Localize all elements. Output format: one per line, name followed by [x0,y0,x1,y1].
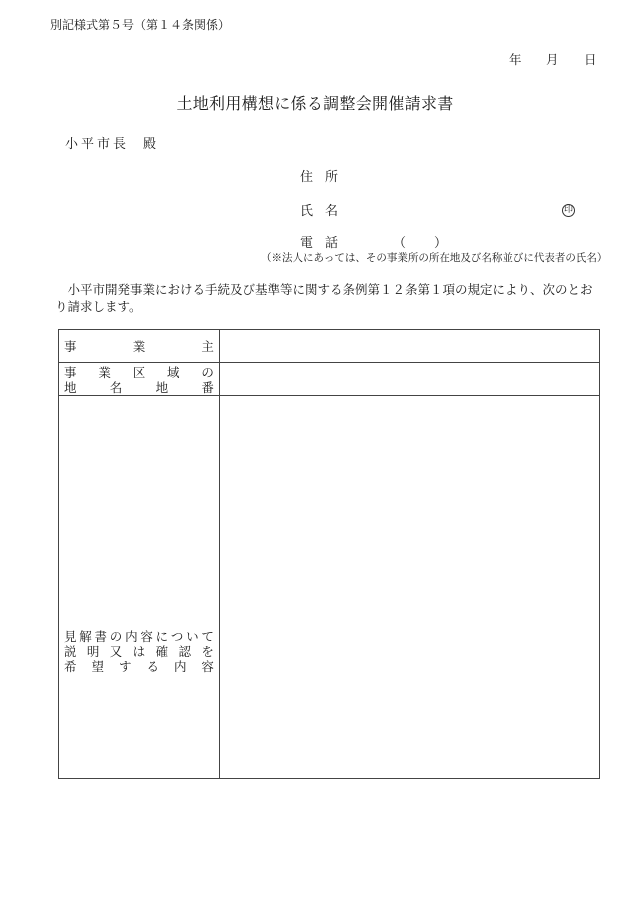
table-row-applicant [59,330,600,363]
addressee-honorific: 殿 [143,137,160,152]
label-char: 希 [64,659,77,674]
address-label: 住所 [300,170,351,185]
label-char: 主 [201,339,214,354]
corporation-note: （※法人にあっては、その事業所の所在地及び名称並びに代表者の氏名） [261,252,608,264]
label-char: 見 [64,629,77,644]
phone-paren-close: ） [434,236,448,251]
label-char: の [201,365,214,380]
label-char: る [146,659,159,674]
row-label-cell [59,330,220,363]
label-area-line2 [59,380,219,395]
request-statement-text: 小平市開発事業における手続及び基準等に関する条例第１２条第１項の規定により、次のとおり請求します。 [55,282,593,314]
name-label: 氏名 [300,204,351,219]
label-char: 認 [178,644,191,659]
label-char: い [186,629,199,644]
label-char: 地 [64,380,77,395]
label-char: 地 [155,380,169,395]
label-char: つ [170,629,184,644]
label-char: て [201,629,214,644]
label-char: 解 [79,629,92,644]
business-owner-field[interactable] [219,330,599,363]
label-char: 事 [64,339,77,354]
date-day-label: 日 [584,52,597,67]
label-char: 明 [86,644,100,659]
label-content-line2 [59,644,219,659]
form-number-label: 別記様式第５号（第１４条関係） [50,18,231,32]
project-area-field[interactable] [219,363,599,396]
request-content-field[interactable] [219,396,599,779]
label-char: 又 [109,644,123,659]
label-char: す [118,659,132,674]
label-char: 域 [167,365,180,380]
request-statement [55,281,600,315]
label-area-line1 [59,365,219,380]
date-month-label: 月 [546,52,559,67]
label-char: 番 [201,380,214,395]
label-char: 確 [155,644,169,659]
label-char: は [132,644,146,659]
label-char: 説 [64,644,77,659]
seal-mark-icon: 印 [563,205,573,215]
document-title: 土地利用構想に係る調整会開催請求書 [176,94,454,113]
row-label-cell [59,396,220,779]
addressee [65,133,159,152]
label-char: 名 [109,380,123,395]
table-row-request-content [59,396,600,779]
table-row-area [59,363,600,396]
label-char: 事 [64,365,77,380]
label-char: を [201,644,214,659]
date-year-label: 年 [509,52,522,67]
label-char: 区 [132,365,146,380]
label-business-owner [59,339,219,354]
addressee-name: 小平市長 [65,137,130,152]
label-content-line1 [59,629,219,644]
label-char: 業 [98,365,111,380]
label-char: 業 [132,339,146,354]
phone-paren-open: （ [393,236,407,251]
label-content-line3 [59,659,219,674]
label-char: 内 [173,659,187,674]
label-char: 望 [91,659,104,674]
request-form-table [58,329,600,779]
row-label-cell [59,363,220,396]
label-char: 容 [201,659,214,674]
label-char: の [109,629,123,644]
phone-label: 電話 [300,236,351,251]
label-char: に [155,629,169,644]
label-char: 内 [125,629,138,644]
label-char: 書 [94,629,108,644]
label-char: 容 [140,629,153,644]
